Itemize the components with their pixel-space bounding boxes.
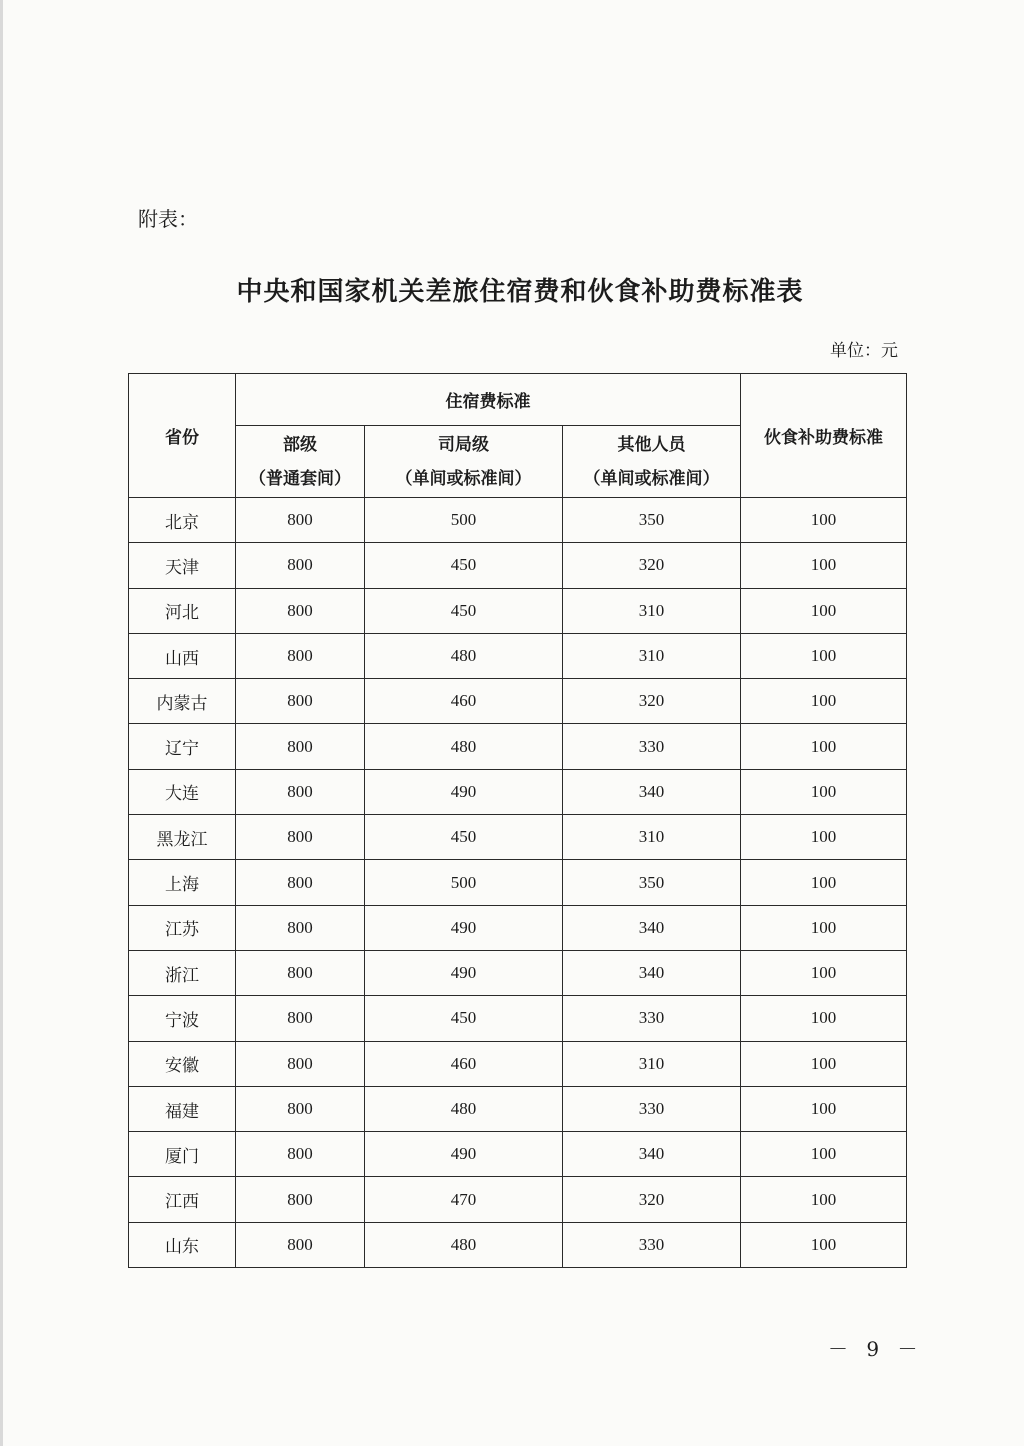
cell-bureau: 480: [365, 633, 563, 678]
cell-ministerial: 800: [236, 724, 365, 769]
table-row: [129, 860, 907, 905]
table-row: [129, 996, 907, 1041]
cell-ministerial: 800: [236, 633, 365, 678]
cell-bureau: 450: [365, 815, 563, 860]
header-others-label: 其他人员: [617, 434, 686, 455]
cell-others: 340: [563, 769, 741, 814]
cell-meal: 100: [741, 815, 907, 860]
cell-meal: 100: [741, 769, 907, 814]
cell-others: 350: [563, 860, 741, 905]
cell-others: 310: [563, 815, 741, 860]
cell-province: 黑龙江: [129, 815, 236, 860]
cell-ministerial: 800: [236, 1132, 365, 1177]
header-bureau-sub: （单间或标准间）: [395, 468, 532, 489]
cell-ministerial: 800: [236, 950, 365, 995]
table-row: [129, 1177, 907, 1222]
header-others: [563, 426, 741, 498]
cell-ministerial: 800: [236, 815, 365, 860]
cell-others: 310: [563, 633, 741, 678]
cell-province: 河北: [129, 588, 236, 633]
cell-ministerial: 800: [236, 498, 365, 543]
cell-ministerial: 800: [236, 588, 365, 633]
cell-meal: 100: [741, 543, 907, 588]
cell-others: 330: [563, 1086, 741, 1131]
table-row: [129, 724, 907, 769]
cell-others: 340: [563, 950, 741, 995]
cell-ministerial: 800: [236, 1177, 365, 1222]
cell-meal: 100: [741, 679, 907, 724]
cell-province: 江西: [129, 1177, 236, 1222]
header-ministerial: [236, 426, 365, 498]
cell-province: 浙江: [129, 950, 236, 995]
cell-meal: 100: [741, 905, 907, 950]
table-row: [129, 815, 907, 860]
header-others-sub: （单间或标准间）: [583, 468, 720, 489]
table-row: [129, 905, 907, 950]
cell-others: 320: [563, 1177, 741, 1222]
header-meal: 伙食补助费标准: [741, 374, 907, 498]
cell-others: 330: [563, 724, 741, 769]
table-row: [129, 679, 907, 724]
scan-edge: [0, 0, 3, 1446]
standards-table: [128, 373, 907, 1268]
table-row: [129, 769, 907, 814]
cell-province: 内蒙古: [129, 679, 236, 724]
cell-others: 340: [563, 905, 741, 950]
cell-meal: 100: [741, 1177, 907, 1222]
cell-province: 山西: [129, 633, 236, 678]
cell-others: 320: [563, 543, 741, 588]
cell-others: 310: [563, 588, 741, 633]
page-title: 中央和国家机关差旅住宿费和伙食补助费标准表: [236, 277, 804, 307]
cell-ministerial: 800: [236, 860, 365, 905]
table-row: [129, 498, 907, 543]
header-ministerial-label: 部级: [283, 434, 317, 455]
cell-ministerial: 800: [236, 679, 365, 724]
header-province: 省份: [129, 374, 236, 498]
header-ministerial-sub: （普通套间）: [249, 468, 351, 489]
cell-ministerial: 800: [236, 1086, 365, 1131]
table-row: [129, 1086, 907, 1131]
header-bureau: [365, 426, 563, 498]
cell-bureau: 490: [365, 769, 563, 814]
cell-province: 大连: [129, 769, 236, 814]
attachment-label: 附表：: [138, 207, 198, 231]
cell-bureau: 460: [365, 679, 563, 724]
cell-ministerial: 800: [236, 543, 365, 588]
unit-label: 单位：元: [830, 341, 898, 361]
table-row: [129, 1222, 907, 1267]
cell-meal: 100: [741, 1086, 907, 1131]
table-row: [129, 950, 907, 995]
cell-meal: 100: [741, 950, 907, 995]
cell-meal: 100: [741, 996, 907, 1041]
cell-others: 350: [563, 498, 741, 543]
cell-province: 天津: [129, 543, 236, 588]
table-row: [129, 588, 907, 633]
cell-meal: 100: [741, 588, 907, 633]
cell-ministerial: 800: [236, 905, 365, 950]
cell-bureau: 480: [365, 1086, 563, 1131]
cell-bureau: 500: [365, 498, 563, 543]
cell-others: 320: [563, 679, 741, 724]
cell-province: 山东: [129, 1222, 236, 1267]
cell-others: 310: [563, 1041, 741, 1086]
cell-ministerial: 800: [236, 1222, 365, 1267]
cell-province: 福建: [129, 1086, 236, 1131]
table-row: [129, 1041, 907, 1086]
cell-province: 江苏: [129, 905, 236, 950]
cell-bureau: 450: [365, 588, 563, 633]
cell-bureau: 490: [365, 1132, 563, 1177]
cell-meal: 100: [741, 498, 907, 543]
cell-province: 上海: [129, 860, 236, 905]
cell-bureau: 500: [365, 860, 563, 905]
cell-bureau: 450: [365, 543, 563, 588]
table-row: [129, 1132, 907, 1177]
cell-ministerial: 800: [236, 769, 365, 814]
cell-meal: 100: [741, 1132, 907, 1177]
header-lodging-group: 住宿费标准: [236, 374, 741, 426]
cell-province: 安徽: [129, 1041, 236, 1086]
cell-bureau: 480: [365, 1222, 563, 1267]
cell-ministerial: 800: [236, 996, 365, 1041]
cell-meal: 100: [741, 860, 907, 905]
cell-bureau: 480: [365, 724, 563, 769]
table-row: [129, 633, 907, 678]
table-row: [129, 543, 907, 588]
cell-meal: 100: [741, 1041, 907, 1086]
cell-bureau: 490: [365, 950, 563, 995]
cell-bureau: 450: [365, 996, 563, 1041]
page-number: － 9 －: [828, 1337, 924, 1361]
cell-bureau: 460: [365, 1041, 563, 1086]
cell-province: 宁波: [129, 996, 236, 1041]
cell-meal: 100: [741, 724, 907, 769]
cell-others: 340: [563, 1132, 741, 1177]
cell-others: 330: [563, 996, 741, 1041]
cell-bureau: 490: [365, 905, 563, 950]
cell-ministerial: 800: [236, 1041, 365, 1086]
cell-others: 330: [563, 1222, 741, 1267]
cell-province: 辽宁: [129, 724, 236, 769]
cell-meal: 100: [741, 633, 907, 678]
cell-meal: 100: [741, 1222, 907, 1267]
cell-province: 北京: [129, 498, 236, 543]
header-bureau-label: 司局级: [438, 434, 489, 455]
cell-bureau: 470: [365, 1177, 563, 1222]
cell-province: 厦门: [129, 1132, 236, 1177]
